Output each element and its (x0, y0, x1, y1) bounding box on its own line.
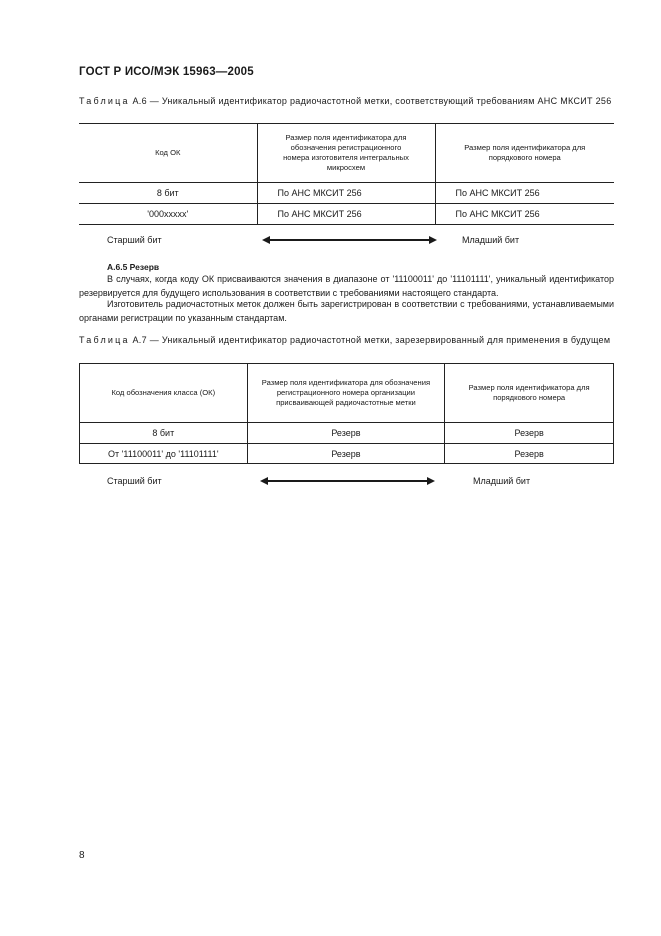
caption-text: А.6 — Уникальный идентификатор радиочастотной метки, соответствующий требованиям АНС МКСИТ 256 (129, 96, 612, 106)
paragraph: В случаях, когда коду ОК присваиваются значения в диапазоне от '11100011' до '11101111', уникальный идентификатор резервируется для будущего использования в соответствии с требованиями настоящего стандарта. (79, 274, 614, 298)
table-cell: По АНС МКСИТ 256 (257, 204, 435, 225)
table-cell: Резерв (445, 444, 614, 464)
section-heading: А.6.5 Резерв (107, 262, 160, 272)
table-cell: '000xxxxx' (79, 204, 257, 225)
table-cell: От '11100011' до '11101111' (80, 444, 248, 464)
header-cell: Код обозначения класса (ОК) (80, 364, 248, 423)
table-a6 (79, 123, 614, 225)
table-row (80, 444, 614, 464)
table-header-row (79, 124, 614, 183)
table-cell: По АНС МКСИТ 256 (257, 183, 435, 204)
bit-order-arrow (267, 480, 427, 482)
table-cell: По АНС МКСИТ 256 (435, 204, 614, 225)
arrow-right-icon (429, 236, 437, 244)
header-cell: Размер поля идентификатора для обозначения регистрационного номера организации присваивающей радиочастотные метки (247, 364, 445, 423)
table-cell: 8 бит (79, 183, 257, 204)
table-cell: Резерв (247, 423, 445, 444)
lsb-label: Младший бит (473, 476, 531, 486)
table-row (79, 183, 614, 204)
msb-label: Старший бит (107, 235, 162, 245)
msb-label: Старший бит (107, 476, 162, 486)
document-title: ГОСТ Р ИСО/МЭК 15963—2005 (79, 66, 254, 78)
header-cell: Размер поля идентификатора для порядкового номера (435, 124, 614, 183)
caption-text: А.7 — Уникальный идентификатор радиочастотной метки, зарезервированный для применения в будущем (129, 335, 611, 345)
table-cell: 8 бит (80, 423, 248, 444)
caption-label: Таблица (79, 335, 130, 345)
table-a7 (79, 363, 614, 464)
table-cell: По АНС МКСИТ 256 (435, 183, 614, 204)
header-cell: Размер поля идентификатора для обозначения регистрационного номера изготовителя интегральных микросхем (257, 124, 435, 183)
caption-label: Таблица (79, 96, 130, 106)
table-a6-caption (79, 95, 614, 107)
table-cell: Резерв (445, 423, 614, 444)
table-header-row (80, 364, 614, 423)
arrow-right-icon (427, 477, 435, 485)
table-cell: Резерв (247, 444, 445, 464)
table-row (80, 423, 614, 444)
table-a7-caption (79, 334, 614, 346)
bit-order-arrow (269, 239, 429, 241)
header-cell: Размер поля идентификатора для порядкового номера (445, 364, 614, 423)
table-row (79, 204, 614, 225)
paragraph: Изготовитель радиочастотных меток должен быть зарегистрирован в соответствии с требованиями, устанавливаемыми органами регистрации по указанным стандартам. (79, 299, 614, 323)
header-cell: Код ОК (79, 124, 257, 183)
lsb-label: Младший бит (462, 235, 520, 245)
page-number: 8 (79, 850, 85, 861)
